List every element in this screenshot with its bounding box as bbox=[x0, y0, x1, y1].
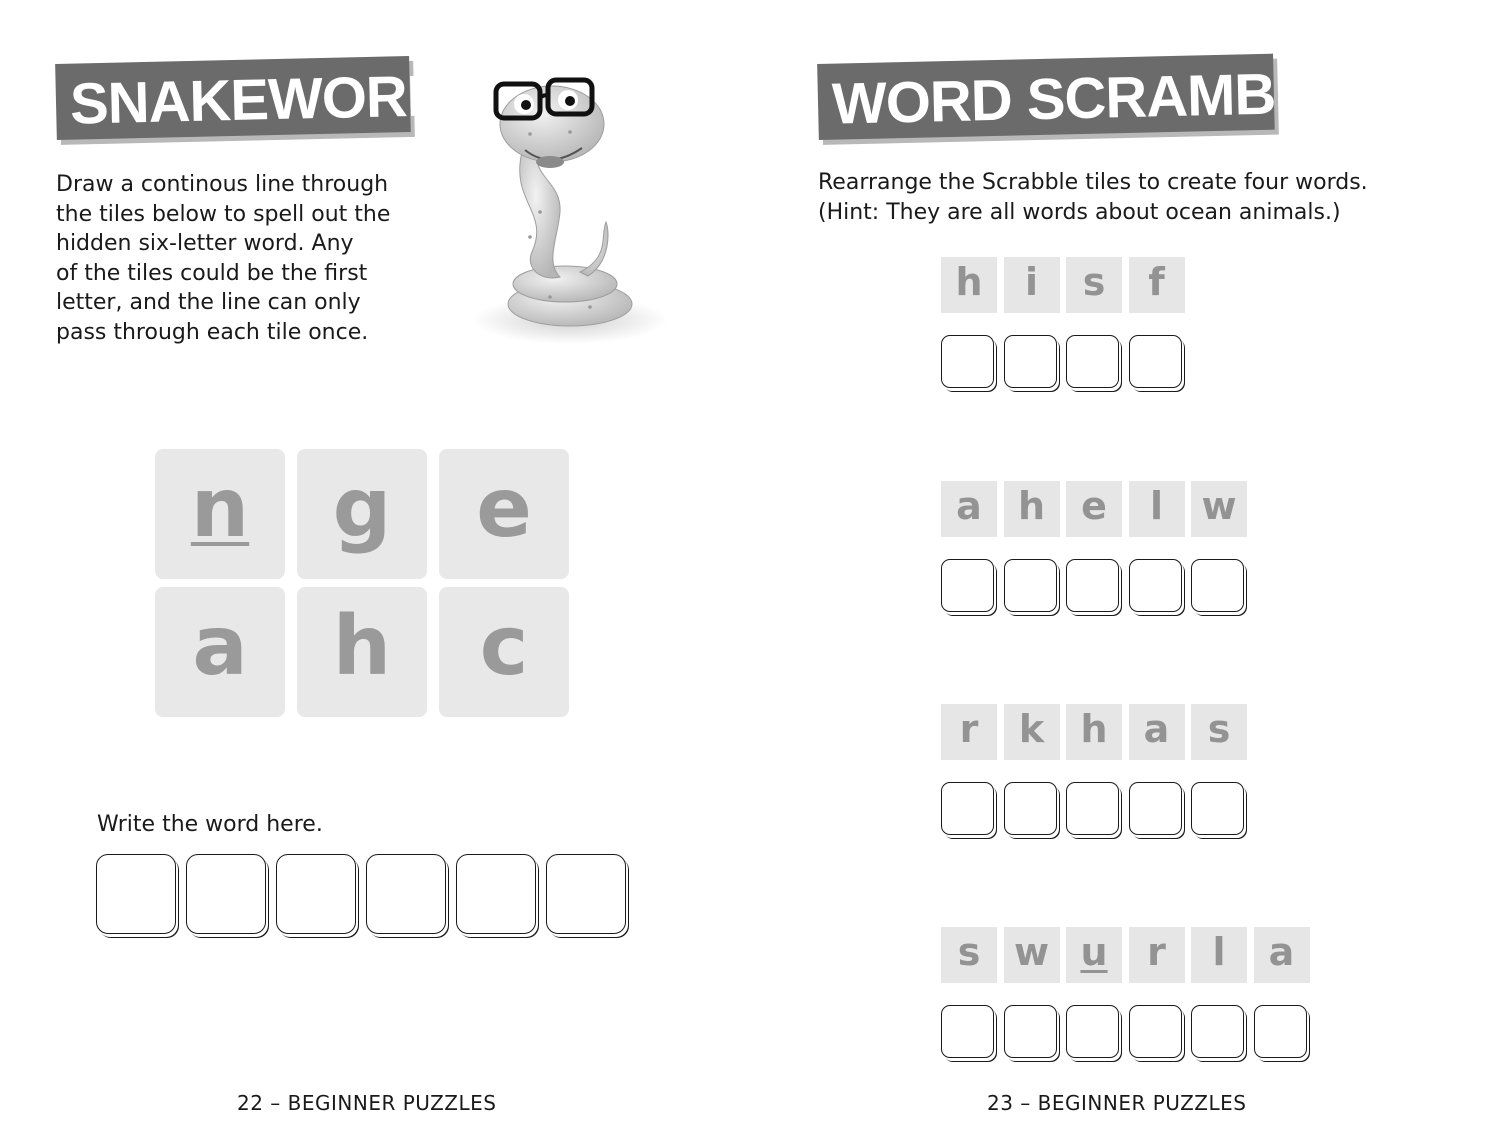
tile-letter: h bbox=[332, 599, 392, 694]
tile-letter: n bbox=[190, 461, 250, 556]
word-scramble-instructions bbox=[818, 168, 1368, 227]
tile-letter: a bbox=[1143, 707, 1170, 751]
scrabble-tile bbox=[1254, 927, 1310, 983]
scrabble-tile bbox=[1066, 481, 1122, 537]
answer-box[interactable] bbox=[1129, 1005, 1182, 1058]
scrabble-tile bbox=[1129, 927, 1185, 983]
tile-letter: s bbox=[1082, 260, 1106, 304]
tile-letter: f bbox=[1148, 260, 1165, 304]
answer-box[interactable] bbox=[941, 335, 994, 388]
word-scramble-title: WORD SCRAMBLE bbox=[817, 54, 1275, 140]
tile-letter: e bbox=[1081, 484, 1107, 528]
snakeword-instructions bbox=[56, 170, 390, 347]
tile-letter: w bbox=[1201, 484, 1237, 528]
scrabble-tile bbox=[1129, 704, 1185, 760]
tile-letter: s bbox=[957, 930, 981, 974]
tile-letter: e bbox=[476, 461, 532, 556]
tile-letter: h bbox=[1017, 484, 1046, 528]
answer-box[interactable] bbox=[1254, 1005, 1307, 1058]
page-footer-left: 22 – BEGINNER PUZZLES bbox=[237, 1091, 497, 1115]
write-word-label: Write the word here. bbox=[97, 812, 323, 837]
answer-box[interactable] bbox=[96, 854, 176, 934]
scrabble-tile bbox=[1191, 481, 1247, 537]
answer-box[interactable] bbox=[1191, 559, 1244, 612]
answer-box[interactable] bbox=[1129, 335, 1182, 388]
tile-letter: c bbox=[479, 599, 529, 694]
page-footer-right: 23 – BEGINNER PUZZLES bbox=[987, 1091, 1247, 1115]
answer-box[interactable] bbox=[941, 782, 994, 835]
answer-box[interactable] bbox=[941, 559, 994, 612]
letter-tile bbox=[297, 449, 427, 579]
tile-letter: i bbox=[1024, 260, 1039, 304]
answer-box[interactable] bbox=[1004, 1005, 1057, 1058]
scrabble-tile bbox=[1191, 704, 1247, 760]
answer-box[interactable] bbox=[1066, 335, 1119, 388]
answer-box[interactable] bbox=[1129, 782, 1182, 835]
letter-tile bbox=[297, 587, 427, 717]
instruction-line: Draw a continous line through bbox=[56, 172, 389, 197]
instruction-line: the tiles below to spell out the bbox=[56, 201, 391, 227]
answer-box[interactable] bbox=[1004, 335, 1057, 388]
scrabble-tile bbox=[1129, 257, 1185, 313]
answer-box[interactable] bbox=[366, 854, 446, 934]
scrabble-tile bbox=[1004, 704, 1060, 760]
answer-box[interactable] bbox=[276, 854, 356, 934]
answer-box[interactable] bbox=[456, 854, 536, 934]
answer-box[interactable] bbox=[1191, 1005, 1244, 1058]
scrabble-tile bbox=[941, 481, 997, 537]
answer-box[interactable] bbox=[546, 854, 626, 934]
scrabble-tile bbox=[1129, 481, 1185, 537]
tile-letter: r bbox=[1147, 930, 1166, 974]
tile-letter: a bbox=[192, 599, 248, 694]
instruction-line: of the tiles could be the first bbox=[56, 260, 368, 286]
tile-letter: w bbox=[1013, 930, 1050, 974]
tile-letter: g bbox=[332, 461, 392, 556]
scrabble-tile bbox=[1004, 927, 1060, 983]
answer-box[interactable] bbox=[1004, 559, 1057, 612]
scrabble-tile bbox=[1066, 704, 1122, 760]
tile-letter: s bbox=[1207, 707, 1231, 751]
instruction-line: letter, and the line can only bbox=[56, 290, 361, 315]
tile-letter: h bbox=[955, 260, 983, 304]
letter-tile bbox=[439, 449, 569, 579]
snake-with-glasses-illustration bbox=[470, 62, 670, 347]
instruction-line: pass through each tile once. bbox=[56, 319, 369, 345]
instruction-line: Rearrange the Scrabble tiles to create four words. bbox=[818, 170, 1368, 195]
answer-box[interactable] bbox=[1066, 782, 1119, 835]
instruction-line: hidden six-letter word. Any bbox=[56, 231, 354, 256]
scrabble-tile bbox=[941, 257, 997, 313]
answer-box[interactable] bbox=[1004, 782, 1057, 835]
instruction-line: (Hint: They are all words about ocean animals.) bbox=[818, 199, 1341, 225]
scrabble-tile bbox=[1066, 257, 1122, 313]
answer-box[interactable] bbox=[1129, 559, 1182, 612]
scrabble-tile bbox=[941, 704, 997, 760]
answer-box[interactable] bbox=[1191, 782, 1244, 835]
answer-box[interactable] bbox=[1066, 559, 1119, 612]
tile-letter: k bbox=[1018, 707, 1045, 751]
answer-box[interactable] bbox=[1066, 1005, 1119, 1058]
letter-tile bbox=[155, 449, 285, 579]
scrabble-tile bbox=[1191, 927, 1247, 983]
letter-tile bbox=[155, 587, 285, 717]
answer-box[interactable] bbox=[941, 1005, 994, 1058]
letter-tile bbox=[439, 587, 569, 717]
tile-letter: l bbox=[1149, 484, 1164, 528]
tile-letter: a bbox=[1268, 930, 1295, 974]
tile-letter: h bbox=[1080, 707, 1108, 751]
scrabble-tile bbox=[1004, 481, 1060, 537]
tile-letter: r bbox=[959, 707, 979, 751]
snakeword-title: SNAKEWORD bbox=[55, 56, 411, 140]
tile-letter: u bbox=[1080, 930, 1108, 974]
answer-box[interactable] bbox=[186, 854, 266, 934]
scrabble-tile bbox=[1066, 927, 1122, 983]
tile-letter: a bbox=[956, 484, 982, 528]
tile-letter: l bbox=[1212, 930, 1226, 974]
scrabble-tile bbox=[1004, 257, 1060, 313]
scrabble-tile bbox=[941, 927, 997, 983]
